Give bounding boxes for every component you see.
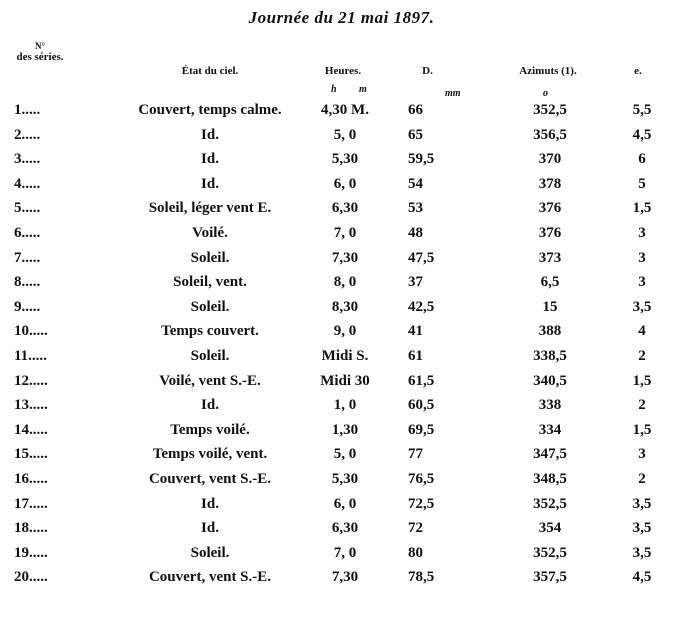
header-num-line1: N° <box>34 41 46 51</box>
row-etat-du-ciel: Couvert, vent S.-E. <box>148 470 272 487</box>
row-d: 59,5 <box>408 151 435 168</box>
row-e: 3,5 <box>632 495 652 512</box>
table-row <box>0 393 683 418</box>
header-heures: Heures. <box>324 65 362 77</box>
row-azimut: 376 <box>538 200 562 217</box>
row-d: 78,5 <box>408 569 435 586</box>
row-heure: 7, 0 <box>333 224 357 241</box>
row-number: 5..... <box>14 200 41 217</box>
row-azimut: 340,5 <box>533 372 567 389</box>
row-azimut: 370 <box>538 151 562 168</box>
row-d: 54 <box>408 175 423 192</box>
table-row <box>0 196 683 221</box>
row-azimut: 352,5 <box>533 544 567 561</box>
row-d: 61 <box>408 347 423 364</box>
row-d: 76,5 <box>408 470 435 487</box>
row-etat-du-ciel: Soleil. <box>190 347 230 364</box>
row-heure: 1, 0 <box>333 397 357 414</box>
row-azimut: 347,5 <box>533 446 567 463</box>
row-e: 3 <box>638 274 646 291</box>
unit-hours-h: h <box>331 84 337 95</box>
row-azimut: 388 <box>538 323 562 340</box>
row-e: 1,5 <box>632 372 652 389</box>
row-number: 2..... <box>14 126 41 143</box>
row-etat-du-ciel: Couvert, temps calme. <box>138 102 282 118</box>
row-d: 37 <box>408 274 423 291</box>
row-number: 15..... <box>14 446 48 463</box>
table-row <box>0 344 683 369</box>
table-row <box>0 467 683 492</box>
row-etat-du-ciel: Soleil, vent. <box>173 274 247 291</box>
row-number: 20..... <box>14 569 48 586</box>
row-number: 18..... <box>14 520 48 537</box>
row-heure: 6, 0 <box>333 175 357 192</box>
row-number: 9..... <box>14 298 41 315</box>
row-azimut: 338 <box>538 397 562 414</box>
unit-hours-m: m <box>359 84 367 95</box>
row-d: 60,5 <box>408 397 435 414</box>
row-number: 6..... <box>14 224 41 241</box>
row-d: 53 <box>408 200 423 217</box>
table-row <box>0 270 683 295</box>
row-azimut: 373 <box>538 249 562 266</box>
row-number: 4..... <box>14 175 41 192</box>
row-d: 41 <box>408 323 423 340</box>
row-d: 48 <box>408 224 423 241</box>
row-heure: 7,30 <box>331 569 359 586</box>
unit-azimut-degree: o <box>543 88 548 99</box>
table-row <box>0 492 683 517</box>
table-row <box>0 295 683 320</box>
table-row <box>0 442 683 467</box>
row-azimut: 354 <box>538 520 562 537</box>
row-number: 11..... <box>14 347 47 364</box>
row-azimut: 6,5 <box>540 274 560 291</box>
row-etat-du-ciel: Id. <box>201 397 219 414</box>
row-e: 1,5 <box>632 200 652 217</box>
table-row <box>0 147 683 172</box>
row-azimut: 357,5 <box>533 569 567 586</box>
row-number: 17..... <box>14 495 48 512</box>
row-e: 2 <box>638 470 646 487</box>
unit-d-mm: mm <box>445 88 461 99</box>
row-d: 47,5 <box>408 249 435 266</box>
header-num-series <box>0 41 80 63</box>
row-number: 19..... <box>14 544 48 561</box>
row-e: 3,5 <box>632 520 652 537</box>
row-etat-du-ciel: Soleil. <box>190 298 230 315</box>
table-row <box>0 369 683 394</box>
row-heure: 8,30 <box>331 298 359 315</box>
row-heure: Midi S. <box>321 347 369 364</box>
row-heure: 9, 0 <box>333 323 357 340</box>
row-azimut: 356,5 <box>533 126 567 143</box>
row-e: 3,5 <box>632 544 652 561</box>
row-azimut: 348,5 <box>533 470 567 487</box>
row-number: 8..... <box>14 274 41 291</box>
table-row <box>0 319 683 344</box>
row-azimut: 378 <box>538 175 562 192</box>
row-azimut: 338,5 <box>533 347 567 364</box>
row-azimut: 15 <box>542 298 558 315</box>
table-row <box>0 246 683 271</box>
row-heure: 6,30 <box>331 520 359 537</box>
row-azimut: 376 <box>538 224 562 241</box>
row-e: 5,5 <box>632 102 652 118</box>
row-d: 69,5 <box>408 421 435 438</box>
row-d: 80 <box>408 544 423 561</box>
row-etat-du-ciel: Id. <box>201 151 219 168</box>
row-heure: Midi 30 <box>320 372 370 389</box>
row-number: 10..... <box>14 323 48 340</box>
row-etat-du-ciel: Soleil. <box>190 544 230 561</box>
row-heure: 5,30 <box>331 151 359 168</box>
row-e: 3 <box>638 249 646 266</box>
row-d: 77 <box>408 446 423 463</box>
table-row <box>0 172 683 197</box>
row-etat-du-ciel: Id. <box>201 175 219 192</box>
row-etat-du-ciel: Id. <box>201 495 219 512</box>
row-heure: 7,30 <box>331 249 359 266</box>
row-etat-du-ciel: Soleil. <box>190 249 230 266</box>
header-d: D. <box>422 65 433 77</box>
table-body <box>0 98 683 590</box>
row-azimut: 352,5 <box>533 495 567 512</box>
row-etat-du-ciel: Couvert, vent S.-E. <box>148 569 272 586</box>
row-etat-du-ciel: Voilé, vent S.-E. <box>159 372 261 389</box>
row-etat-du-ciel: Temps couvert. <box>161 323 259 340</box>
row-e: 4,5 <box>632 126 652 143</box>
row-e: 4,5 <box>632 569 652 586</box>
row-heure: 8, 0 <box>333 274 357 291</box>
row-e: 2 <box>638 347 646 364</box>
row-heure: 5, 0 <box>333 126 357 143</box>
row-number: 3..... <box>14 151 41 168</box>
row-e: 2 <box>638 397 646 414</box>
page-title: Journée du 21 mai 1897. <box>248 8 435 27</box>
row-etat-du-ciel: Temps voilé, vent. <box>152 446 268 463</box>
table-row <box>0 98 683 123</box>
row-etat-du-ciel: Id. <box>201 520 219 537</box>
row-number: 13..... <box>14 397 48 414</box>
row-heure: 7, 0 <box>333 544 357 561</box>
row-etat-du-ciel: Soleil, léger vent E. <box>148 200 272 217</box>
row-etat-du-ciel: Id. <box>201 126 219 143</box>
header-e: e. <box>634 65 642 77</box>
row-heure: 6,30 <box>331 200 359 217</box>
row-heure: 5,30 <box>331 470 359 487</box>
row-heure: 1,30 <box>331 421 359 438</box>
row-number: 7..... <box>14 249 41 266</box>
row-number: 14..... <box>14 421 48 438</box>
header-num-line2: des séries. <box>16 51 64 63</box>
row-d: 72 <box>408 520 423 537</box>
row-heure: 6, 0 <box>333 495 357 512</box>
table-row <box>0 565 683 590</box>
row-d: 65 <box>408 126 423 143</box>
row-e: 3 <box>638 446 646 463</box>
table-row <box>0 516 683 541</box>
row-d: 61,5 <box>408 372 435 389</box>
header-etat-du-ciel: État du ciel. <box>181 65 239 77</box>
row-azimut: 334 <box>538 421 562 438</box>
row-heure: 4,30 M. <box>321 102 369 118</box>
row-e: 6 <box>638 151 646 168</box>
row-number: 12..... <box>14 372 48 389</box>
row-e: 1,5 <box>632 421 652 438</box>
table-row <box>0 123 683 148</box>
row-d: 72,5 <box>408 495 435 512</box>
row-etat-du-ciel: Voilé. <box>192 224 228 241</box>
row-azimut: 352,5 <box>533 102 567 118</box>
table-row <box>0 541 683 566</box>
row-d: 42,5 <box>408 298 435 315</box>
header-azimuts: Azimuts (1). <box>519 65 577 77</box>
row-e: 4 <box>638 323 646 340</box>
row-d: 66 <box>408 102 423 118</box>
table-row <box>0 221 683 246</box>
row-e: 3,5 <box>632 298 652 315</box>
row-e: 5 <box>638 175 646 192</box>
row-number: 16..... <box>14 470 48 487</box>
row-number: 1..... <box>14 102 41 118</box>
row-etat-du-ciel: Temps voilé. <box>170 421 250 438</box>
table-row <box>0 418 683 443</box>
row-e: 3 <box>638 224 646 241</box>
row-heure: 5, 0 <box>333 446 357 463</box>
